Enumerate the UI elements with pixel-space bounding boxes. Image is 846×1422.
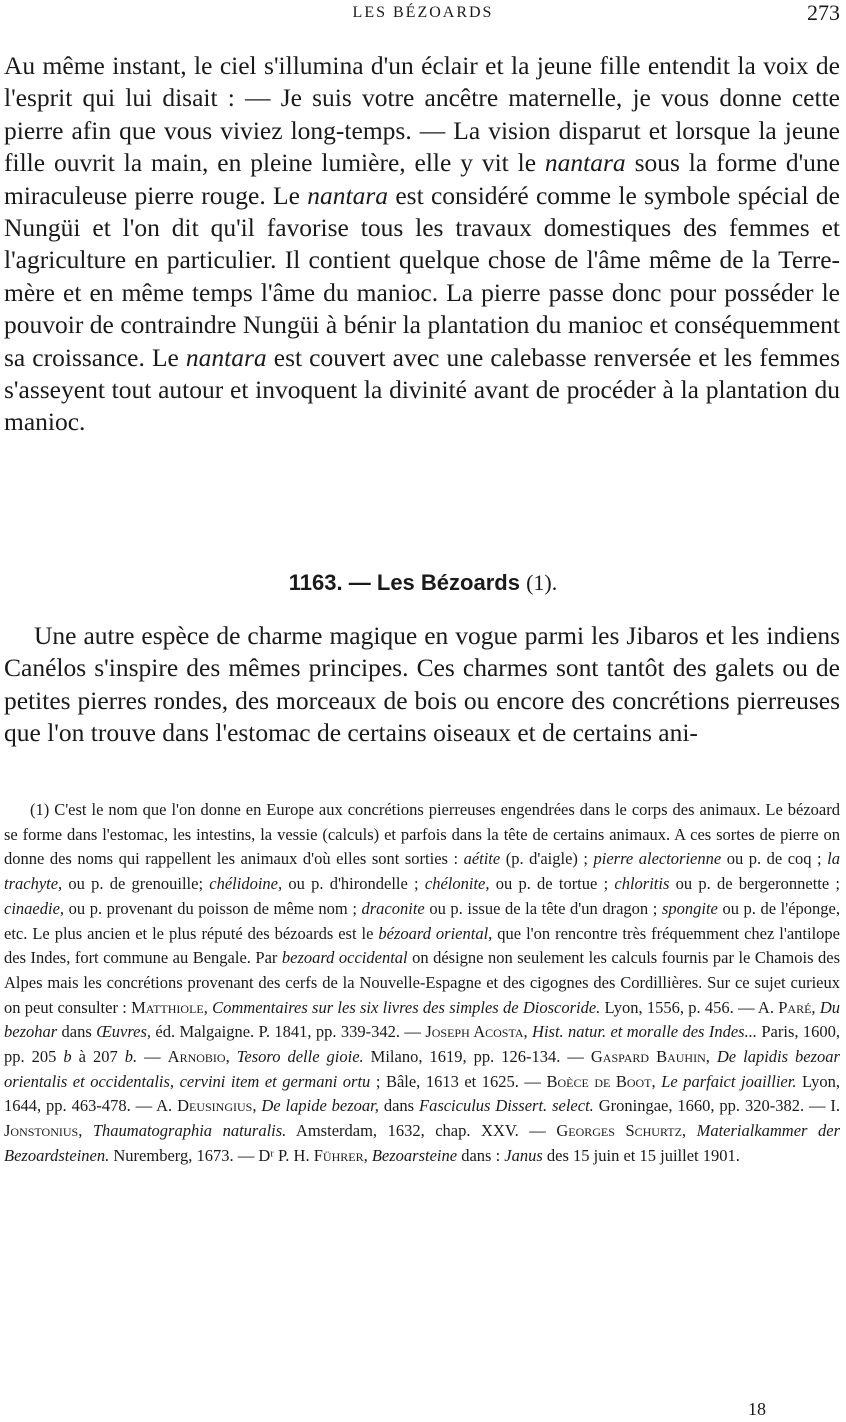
footnote-text-run: dans: [378, 1096, 419, 1116]
footnote-italic-run: b: [63, 1047, 72, 1067]
footnote-italic-run: chloritis: [614, 874, 670, 894]
footnote-italic-run: Œuvres,: [96, 1022, 152, 1042]
footnote-italic-run: Materialkammer der Bezoardsteinen.: [4, 1121, 840, 1165]
footnote-author-name: Arnobio,: [167, 1047, 230, 1067]
footnote-text-run: [710, 1047, 717, 1066]
footnote-text-run: ; Bâle, 1613 et 1625. —: [370, 1071, 547, 1091]
footnote-text-run: ou p. de tortue ;: [489, 874, 615, 894]
text-run: Au même instant, le ciel s'illumina d'un éclair et la jeune fille entendit la voix de l'esprit qui lui disait : — Je suis votre ancêtre maternelle, je vous donne cette pierre afin que vous viviez long-temps. — La vision disparut et lorsque la jeune fille ouvrit la main, en pleine lumière, elle y vit le: [4, 51, 840, 178]
section-dash: —: [348, 570, 371, 595]
footnote-author-name: Jonstonius,: [4, 1121, 83, 1141]
footnote-author-name: Matthiole,: [131, 997, 208, 1017]
footnote-italic-run: De lapide bezoar,: [261, 1096, 379, 1116]
footnote-text-run: ou p. de coq ;: [721, 849, 828, 869]
footnote-text-run: (1) C'est le nom que l'on donne en Europe aux concrétions pierreuses engendrées dans le corps des animaux. Le bézoard se forme dans l'estomac, les intestins, la vessie (calculs) et parfois dans la tête de certains animaux. A ces sortes de pierre on donne des noms qui rappellent les animaux d'où elles sont sorties :: [4, 800, 840, 869]
text-run: est considéré comme le symbole spécial de Nungüi et l'on dit qu'il favorise tous les travaux domestiques des femmes et l'agriculture en particulier. Il contient quelque chose de l'âme même de la Terre-mère et en même temps l'âme du manioc. La pierre passe donc pour posséder le pouvoir de contraindre Nungüi à bénir la plantation du manioc et conséquemment sa croissance. Le: [4, 180, 840, 372]
footnote-italic-run: Bezoarsteine: [371, 1145, 458, 1165]
footnote-italic-run: la trachyte,: [4, 849, 840, 894]
footnote-text-run: [686, 1121, 697, 1140]
footnote-author-name: Deusingius,: [177, 1096, 257, 1116]
footnote-italic-run: Fasciculus Dissert. select.: [418, 1096, 594, 1116]
footnote-text-run: [82, 1121, 93, 1140]
footnote-author-name: Georges Schurtz,: [556, 1121, 687, 1141]
footnote-text-run: ou p. de l'éponge, etc. Le plus ancien et le plus réputé des bézoards est le: [4, 898, 841, 943]
footnote-text-run: éd. Malgaigne. P. 1841, pp. 339-342. —: [151, 1022, 426, 1042]
footnote-text-run: Amsterdam, 1632, chap. XXV. —: [286, 1121, 557, 1141]
footnote-text-run: on désigne non seulement les calculs fournis par le Chamois des Alpes mais les concrétions provenant des cerfs de la Nouvelle-Espagne et des cigognes des Cordillières. Sur ce sujet curieux on peut consulter :: [4, 948, 840, 1017]
footnote-italic-run: draconite: [361, 898, 425, 918]
section-title: Les Bézoards: [376, 570, 520, 595]
footnote-text-run: ou p. de grenouille;: [62, 874, 210, 894]
footnote-text-run: des 15 juin et 15 juillet 1901.: [542, 1145, 740, 1165]
footnote-italic-run: chélidoine,: [209, 874, 283, 894]
footnote-italic-run: pierre alectorienne: [593, 849, 722, 869]
footnote-italic-run: chélonite,: [424, 874, 490, 894]
footnote-italic-run: Du bezohar: [4, 997, 841, 1042]
footnote-italic-run: bezoard occidental: [281, 948, 408, 968]
footnote: [4, 798, 840, 1169]
footnote-italic-run: cinaedie,: [4, 898, 65, 918]
text-run: est couvert avec une calebasse renversée et les femmes s'asseyent tout autour et invoquent la divinité avant de procéder à la plantation du manioc.: [4, 342, 840, 437]
footnote-text-run: Lyon, 1556, p. 456. — A.: [600, 997, 779, 1017]
footnote-text-run: Paris, 1600, pp. 205: [4, 1022, 841, 1067]
footnote-italic-run: Janus: [504, 1145, 543, 1165]
footnote-text-run: ou p. de bergeronnette ;: [669, 874, 840, 894]
running-title: LES BÉZOARDS: [352, 4, 494, 21]
footnote-italic-run: Tesoro delle gioie.: [236, 1047, 364, 1067]
footnote-text-run: Lyon, 1644, pp. 463-478. — A.: [4, 1071, 841, 1116]
footnote-italic-run: b.: [124, 1047, 138, 1067]
footnote-italic-run: Thaumatographia naturalis.: [92, 1121, 287, 1141]
footnote-text-run: ou p. provenant du poisson de même nom ;: [64, 898, 362, 918]
footnote-author-name: Paré,: [778, 997, 816, 1017]
footnote-author-name: Joseph Acosta,: [425, 1022, 528, 1042]
footnote-text-run: ou p. d'hirondelle ;: [282, 874, 425, 894]
footnote-italic-run: bézoard oriental,: [378, 923, 493, 943]
footnote-text-run: à 207: [71, 1047, 125, 1067]
footnote-text-run: [230, 1047, 237, 1066]
footnote-reference[interactable]: (1).: [526, 570, 558, 595]
footnote-text-run: Groningae, 1660, pp. 320-382. — I.: [593, 1096, 841, 1116]
footnote-italic-run: Commentaires sur les six livres des simples de Dioscoride.: [212, 997, 601, 1017]
body-paragraph: [4, 50, 840, 439]
footnote-text-run: dans: [57, 1022, 97, 1042]
footnote-text-run: —: [137, 1047, 168, 1067]
section-paragraph: Une autre espèce de charme magique en vogue parmi les Jibaros et les indiens Canélos s'inspire des mêmes principes. Ces charmes sont tantôt des galets ou de petites pierres rondes, des morceaux de bois ou encore des concrétions pierreuses que l'on trouve dans l'estomac de certains oiseaux et de certains ani-: [4, 621, 840, 748]
footnote-italic-run: Hist. natur. et moralle des Indes...: [532, 1022, 757, 1042]
footnote-text-run: (p. d'aigle) ;: [500, 849, 594, 869]
italic-term: nantara: [307, 180, 389, 210]
footnote-author-name: Boèce de Boot,: [546, 1071, 656, 1091]
paragraph-text: [4, 50, 840, 439]
page-number: 273: [807, 0, 840, 25]
footnote-author-name: Gaspard Bauhin,: [590, 1047, 710, 1067]
footnote-italic-run: spongite: [661, 898, 718, 918]
footnote-text-run: Milano, 1619, pp. 126-134. —: [363, 1047, 591, 1067]
signature-mark: 18: [748, 1399, 766, 1419]
footnote-text-run: Nuremberg, 1673. — Dʳ P. H.: [109, 1145, 314, 1165]
footnote-text-run: ou p. issue de la tête d'un dragon ;: [424, 898, 662, 918]
italic-term: nantara: [544, 148, 626, 178]
section-number: 1163.: [288, 570, 343, 595]
footnote-italic-run: Le parfaict joaillier.: [661, 1071, 797, 1091]
footnote-italic-run: aétite: [463, 849, 501, 869]
text-run: sous la forme d'une miraculeuse pierre rouge. Le: [4, 148, 840, 210]
italic-term: nantara: [185, 342, 267, 372]
footnote-text-run: que l'on rencontre très fréquemment chez l'antilope des Indes, fort commune au Bengale. Par: [4, 923, 841, 968]
footnote-italic-run: De lapidis bezoar orientalis et occidentalis, cervini item et germani ortu: [4, 1047, 840, 1091]
section-heading: [0, 570, 846, 596]
footnote-author-name: Führer,: [313, 1145, 368, 1165]
footnote-text-run: dans :: [457, 1145, 505, 1165]
